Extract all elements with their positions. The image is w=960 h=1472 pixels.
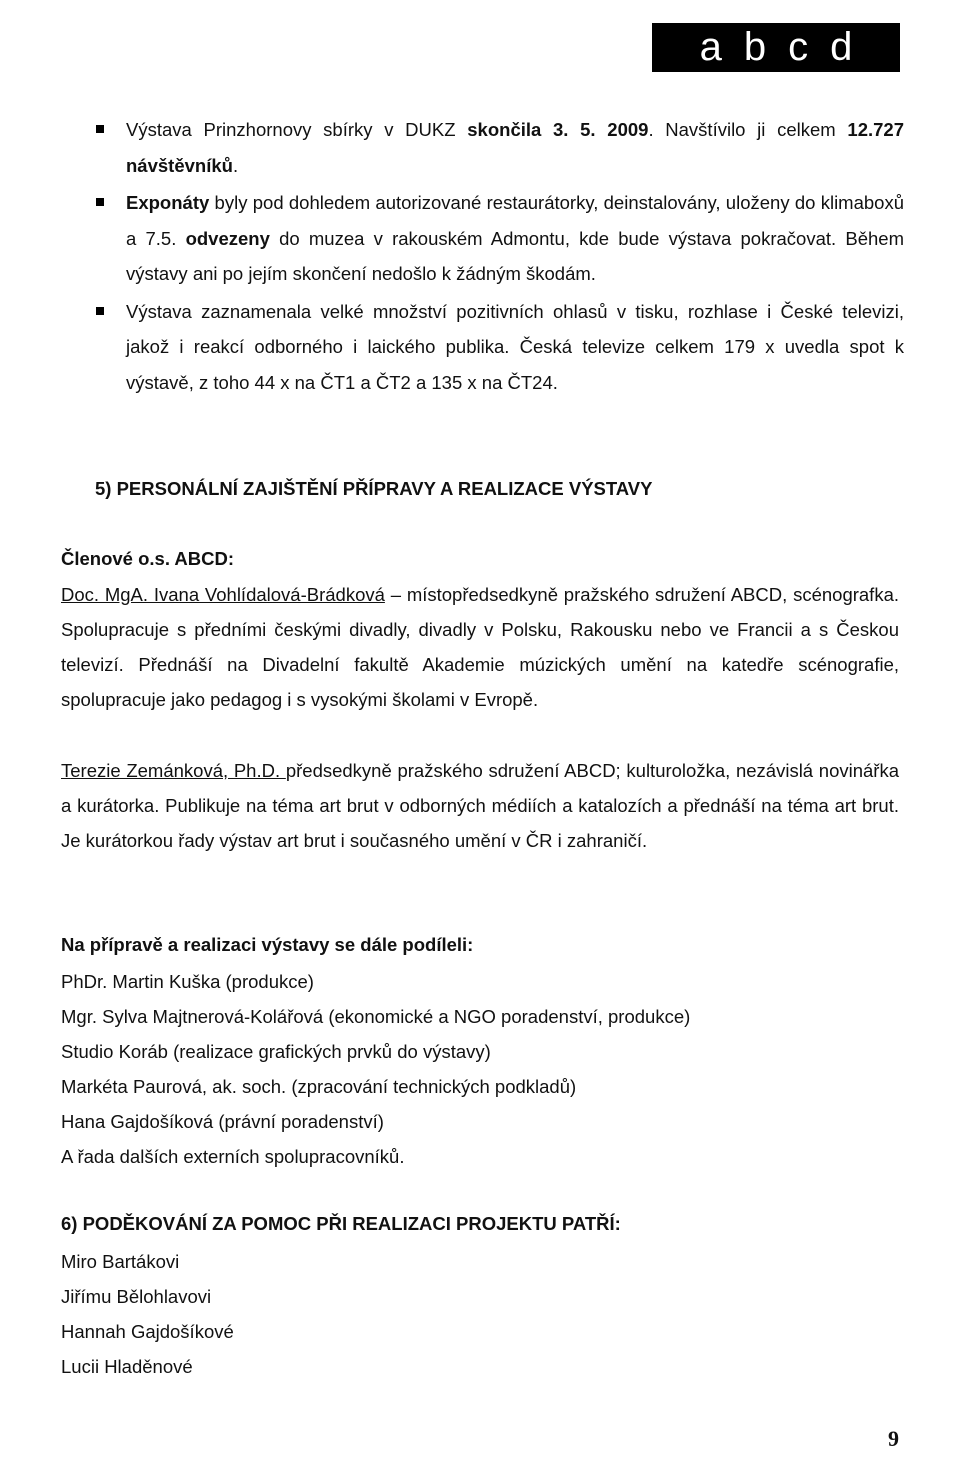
abcd-logo: abcd: [652, 23, 900, 72]
contributor: PhDr. Martin Kuška (produkce): [61, 971, 314, 992]
thanks-name: Jiřímu Bělohlavovi: [61, 1286, 212, 1307]
contributors-heading: Na přípravě a realizaci výstavy se dále podíleli:: [61, 934, 474, 955]
thanks-name: Lucii Hladěnové: [61, 1356, 193, 1377]
member-name: Terezie Zemánková, Ph.D.: [61, 760, 286, 781]
contributor: Mgr. Sylva Majtnerová-Kolářová (ekonomické a NGO poradenství, produkce): [61, 1006, 691, 1027]
contributor: Hana Gajdošíková (právní poradenství): [61, 1111, 384, 1132]
bullet-item: Výstava zaznamenala velké množství pozitivních ohlasů v tisku, rozhlase i České televizi, jakož i reakcí odborného i laického publika. Česká televize celkem 179 x uvedla spot k výstavě, z toho 44 x na ČT1 a ČT2 a 135 x na ČT24.: [96, 294, 904, 401]
page-number: 9: [888, 1426, 899, 1451]
member-paragraph: Doc. MgA. Ivana Vohlídalová-Brádková – místopředsedkyně pražského sdružení ABCD, scénografka. Spolupracuje s předními českými divadly, divadly v Polsku, Rakousku nebo ve Francii a s Českou televizí. Přednáší na Divadelní fakultě Akademie múzických umění na katedře scénografie, spolupracuje jako pedagog i s vysokými školami v Evropě.: [61, 584, 900, 710]
thanks-name: Hannah Gajdošíkové: [61, 1321, 234, 1342]
section-6-heading: 6) PODĚKOVÁNÍ ZA POMOC PŘI REALIZACI PROJEKTU PATŘÍ:: [61, 1213, 621, 1234]
section-5-heading: 5) PERSONÁLNÍ ZAJIŠTĚNÍ PŘÍPRAVY A REALIZACE VÝSTAVY: [95, 478, 653, 499]
member-name: Doc. MgA. Ivana Vohlídalová-Brádková: [61, 584, 385, 605]
contributors-list: [61, 964, 899, 1174]
contributor: Markéta Paurová, ak. soch. (zpracování technických podkladů): [61, 1076, 577, 1097]
thanks-name: Miro Bartákovi: [61, 1251, 180, 1272]
members-heading: Členové o.s. ABCD:: [61, 548, 235, 569]
bullet-list: [96, 112, 904, 400]
bullet-item: Exponáty byly pod dohledem autorizované restaurátorky, deinstalovány, uloženy do klimaboxů a 7.5. odvezeny do muzea v rakouském Admontu, kde bude výstava pokračovat. Během výstavy ani po jejím skončení nedošlo k žádným škodám.: [96, 185, 904, 292]
contributor: Studio Koráb (realizace grafických prvků do výstavy): [61, 1041, 491, 1062]
thanks-list: [61, 1244, 899, 1384]
bullet-item: Výstava Prinzhornovy sbírky v DUKZ skončila 3. 5. 2009. Navštívilo ji celkem 12.727 návštěvníků.: [96, 112, 904, 183]
contributor: A řada dalších externích spolupracovníků.: [61, 1146, 405, 1167]
member-paragraph: Terezie Zemánková, Ph.D. předsedkyně pražského sdružení ABCD; kulturoložka, nezávislá novinářka a kurátorka. Publikuje na téma art brut v odborných médiích a katalozích a přednáší na téma art brut. Je kurátorkou řady výstav art brut i současného umění v ČR i zahraničí.: [61, 760, 900, 851]
